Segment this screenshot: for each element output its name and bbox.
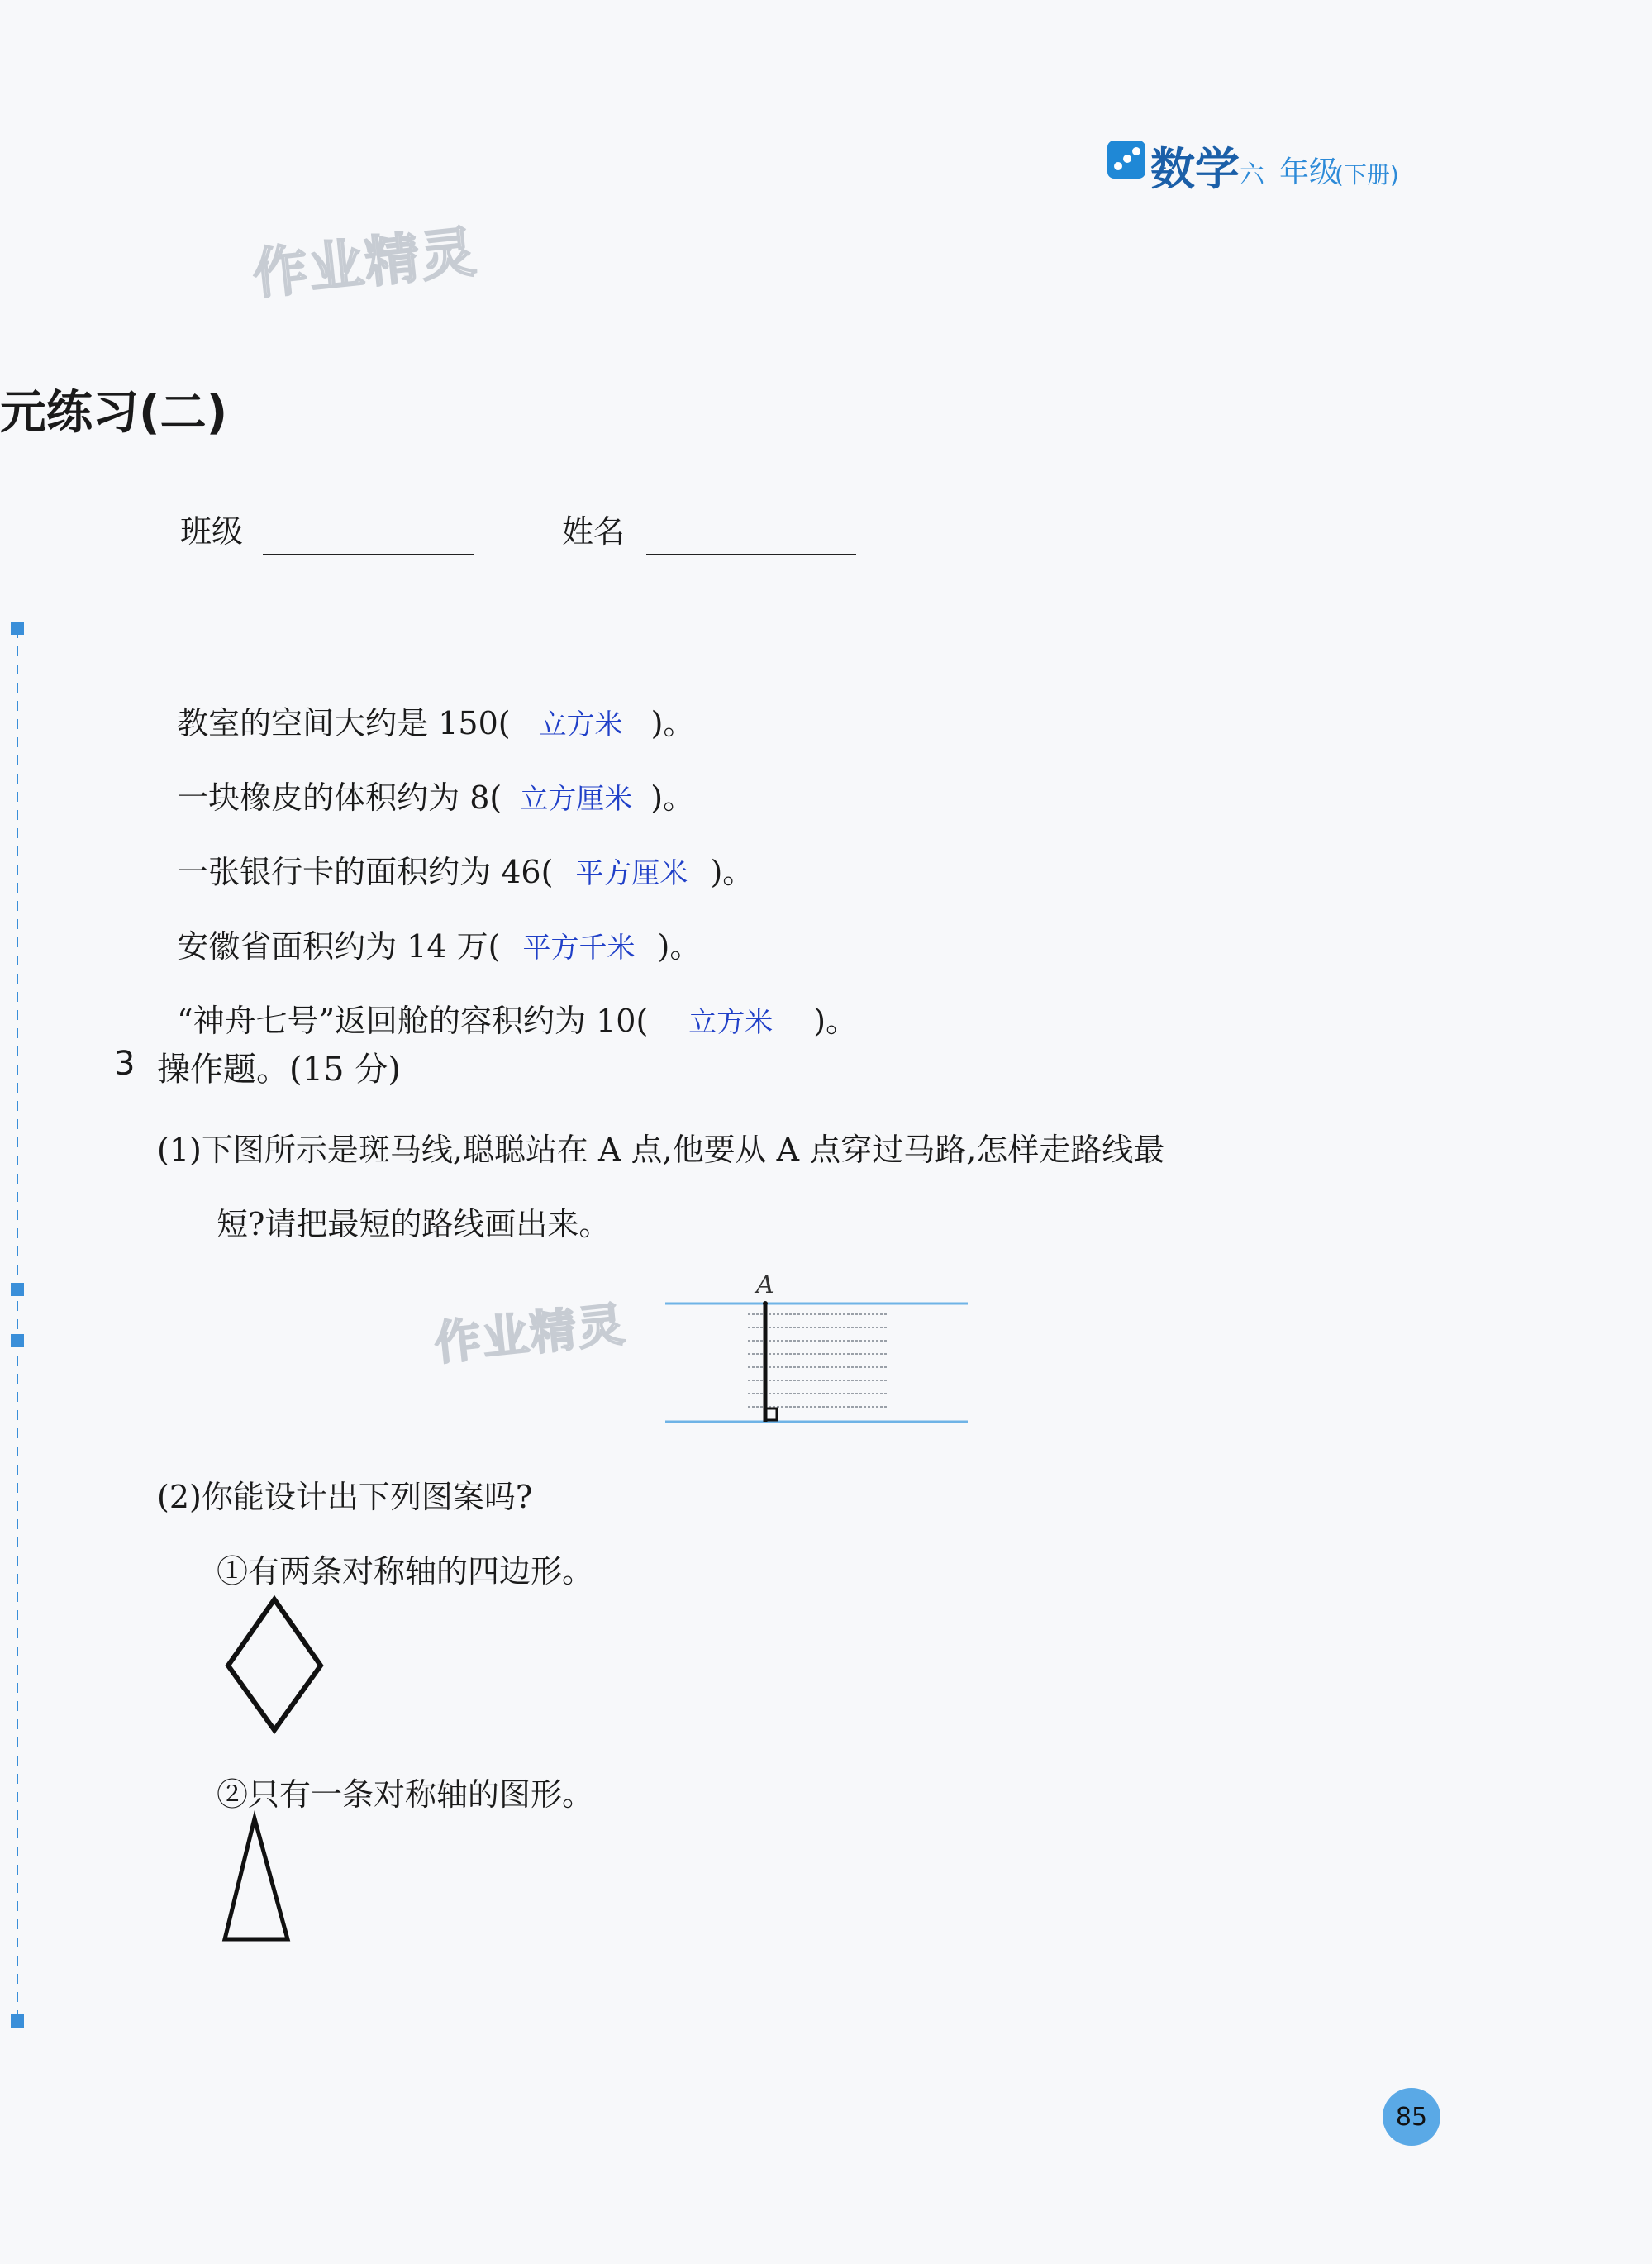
crosswalk-figure [665, 1269, 971, 1434]
fill-item-answer: 立方米 [688, 1006, 774, 1039]
name-label: 姓名 [562, 513, 626, 550]
fill-item-answer: 平方千米 [522, 932, 636, 965]
part1-text-line1: (1)下图所示是斑马线,聪聪站在 A 点,他要从 A 点穿过马路,怎样走路线最 [157, 1132, 1165, 1168]
fill-item [157, 661, 694, 743]
class-label: 班级 [180, 513, 244, 550]
rhombus-shape [223, 1591, 331, 1740]
question-number: 3 [114, 1045, 136, 1083]
fill-item-close: )。 [657, 928, 702, 965]
binding-line [17, 628, 18, 2025]
part2-item2: ②只有一条对称轴的图形。 [217, 1776, 594, 1813]
part1-text-line2: 短?请把最短的路线画出来。 [217, 1206, 611, 1242]
brand-logo-icon [1107, 141, 1145, 179]
binding-square [11, 2014, 24, 2028]
fill-item [157, 884, 701, 966]
fill-item-close: )。 [650, 779, 695, 816]
fill-item-prompt: “神舟七号”返回舱的容积约为 10( [177, 1003, 649, 1039]
brand-grade: 年级 [1279, 155, 1340, 189]
binding-square [11, 1334, 24, 1347]
fill-item-answer: 立方厘米 [520, 783, 633, 816]
fill-item-close: )。 [710, 854, 755, 890]
triangle-shape [217, 1810, 299, 1951]
section-title: 元练习(二) [0, 386, 228, 440]
fill-item-prompt: 安徽省面积约为 14 万( [177, 928, 501, 965]
fill-item-close: )。 [650, 705, 695, 741]
watermark-mid: 作业精灵 [431, 1298, 629, 1371]
question-title: 操作题。(15 分) [157, 1051, 401, 1089]
brand-grade-mark: 六 [1240, 160, 1264, 189]
name-field[interactable] [646, 552, 856, 555]
fill-item-answer: 平方厘米 [575, 857, 688, 890]
class-field[interactable] [263, 552, 474, 555]
brand-subject: 数学 [1150, 143, 1240, 195]
binding-square [11, 1283, 24, 1296]
fill-item-prompt: 一块橡皮的体积约为 8( [177, 779, 502, 816]
point-a [763, 1301, 768, 1306]
part2-text: (2)你能设计出下列图案吗? [157, 1479, 533, 1515]
fill-item-prompt: 教室的空间大约是 150( [177, 705, 511, 741]
fill-item-prompt: 一张银行卡的面积约为 46( [177, 854, 554, 890]
brand-volume: (下册) [1335, 161, 1399, 188]
part2-item1: ①有两条对称轴的四边形。 [217, 1553, 594, 1590]
fill-item-close: )。 [813, 1003, 858, 1039]
crosswalk-stripes [748, 1314, 887, 1407]
point-a-label: A [756, 1270, 774, 1299]
fill-item [157, 736, 694, 817]
watermark-top: 作业精灵 [250, 219, 480, 307]
fill-item-answer: 立方米 [538, 708, 623, 741]
fill-item [157, 959, 857, 1041]
page-number: 85 [1383, 2088, 1440, 2146]
binding-square [11, 622, 24, 635]
fill-item [157, 810, 754, 892]
